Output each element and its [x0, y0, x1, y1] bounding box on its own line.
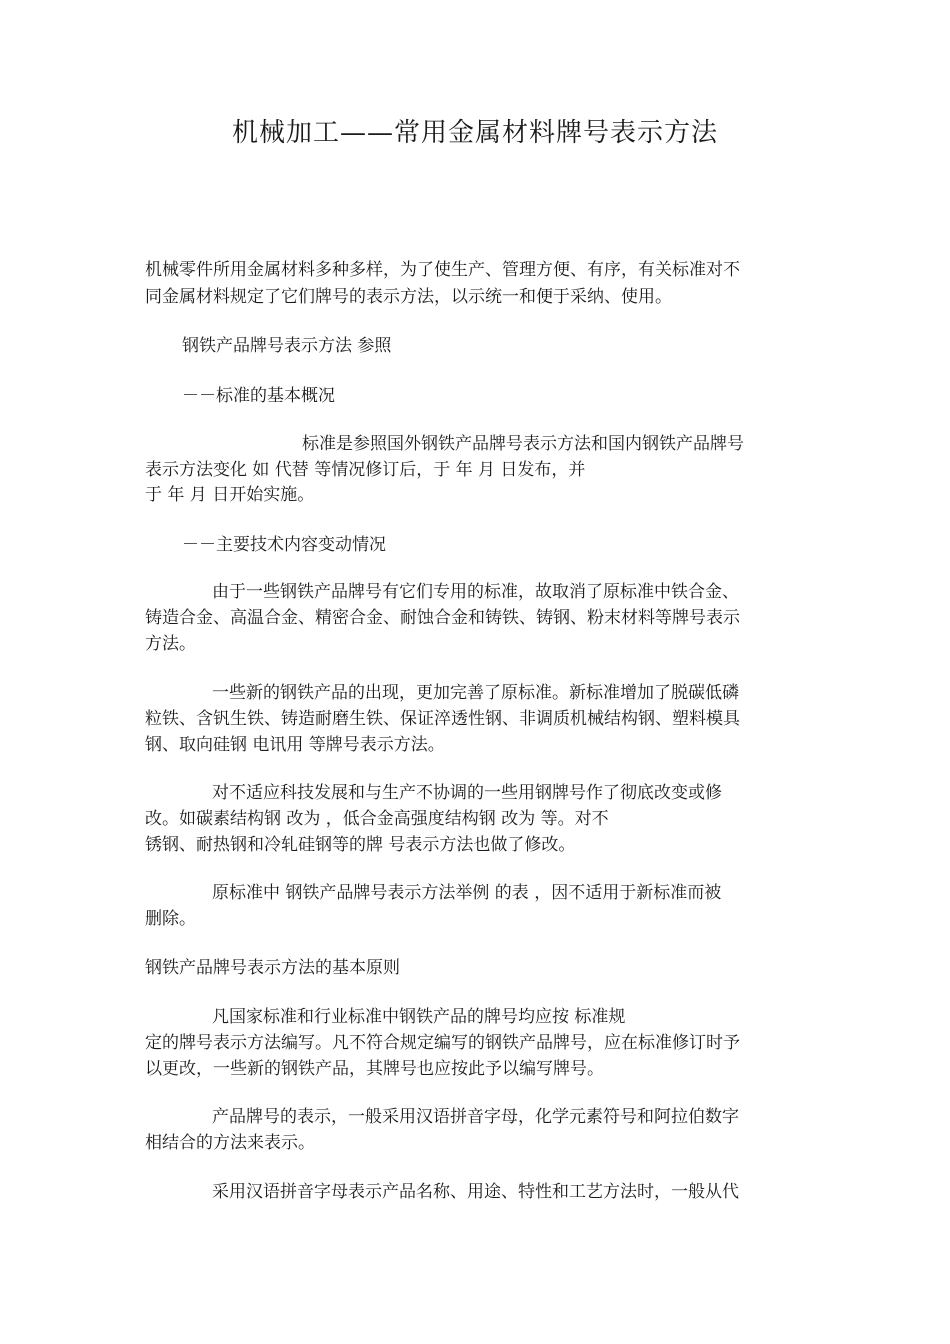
text-line: 机械零件所用金属材料多种多样，为了使生产、管理方便、有序，有关标准对不	[145, 260, 740, 280]
text-line: 同金属材料规定了它们牌号的表示方法，以示统一和便于采纳、使用。	[145, 287, 672, 307]
text-line: 改。如碳素结构钢 改为 ，低合金高强度结构钢 改为 等。对不	[145, 809, 609, 829]
text-line: 凡国家标准和行业标准中钢铁产品的牌号均应按 标准规	[212, 1007, 626, 1027]
text-line: 产品牌号的表示，一般采用汉语拼音字母，化学元素符号和阿拉伯数字	[212, 1107, 739, 1127]
text-line: 粒铁、含钒生铁、铸造耐磨生铁、保证淬透性钢、非调质机械结构钢、塑料模具	[145, 709, 740, 729]
text-line: 标准是参照国外钢铁产品牌号表示方法和国内钢铁产品牌号	[302, 434, 744, 454]
text-line: 铸造合金、高温合金、精密合金、耐蚀合金和铸铁、铸钢、粉末材料等牌号表示	[145, 608, 740, 628]
text-line: 相结合的方法来表示。	[145, 1133, 315, 1153]
text-line: 原标准中 钢铁产品牌号表示方法举例 的表 ，因不适用于新标准而被	[212, 883, 722, 903]
text-line: 定的牌号表示方法编写。凡不符合规定编写的钢铁产品牌号，应在标准修订时予	[145, 1033, 740, 1053]
document-title: 机械加工——常用金属材料牌号表示方法	[231, 118, 718, 148]
text-line: －－标准的基本概况	[182, 386, 335, 406]
text-line: 钢铁产品牌号表示方法 参照	[182, 336, 392, 356]
text-line: 对不适应科技发展和与生产不协调的一些用钢牌号作了彻底改变或修	[212, 783, 722, 803]
text-line: 删除。	[145, 909, 196, 929]
section-heading: 钢铁产品牌号表示方法的基本原则	[145, 958, 400, 978]
text-line: －－主要技术内容变动情况	[182, 535, 386, 555]
text-line: 表示方法变化 如 代替 等情况修订后，于 年 月 日发布，并	[145, 460, 586, 480]
text-line: 钢、取向硅钢 电讯用 等牌号表示方法。	[145, 735, 445, 755]
text-line: 一些新的钢铁产品的出现，更加完善了原标准。新标准增加了脱碳低磷	[212, 683, 739, 703]
text-line: 以更改，一些新的钢铁产品，其牌号也应按此予以编写牌号。	[145, 1059, 604, 1079]
text-line: 采用汉语拼音字母表示产品名称、用途、特性和工艺方法时，一般从代	[212, 1182, 739, 1202]
text-line: 方法。	[145, 634, 196, 654]
text-line: 锈钢、耐热钢和冷轧硅钢等的牌 号表示方法也做了修改。	[145, 835, 576, 855]
text-line: 于 年 月 日开始实施。	[145, 485, 315, 505]
text-line: 由于一些钢铁产品牌号有它们专用的标准，故取消了原标准中铁合金、	[212, 582, 739, 602]
